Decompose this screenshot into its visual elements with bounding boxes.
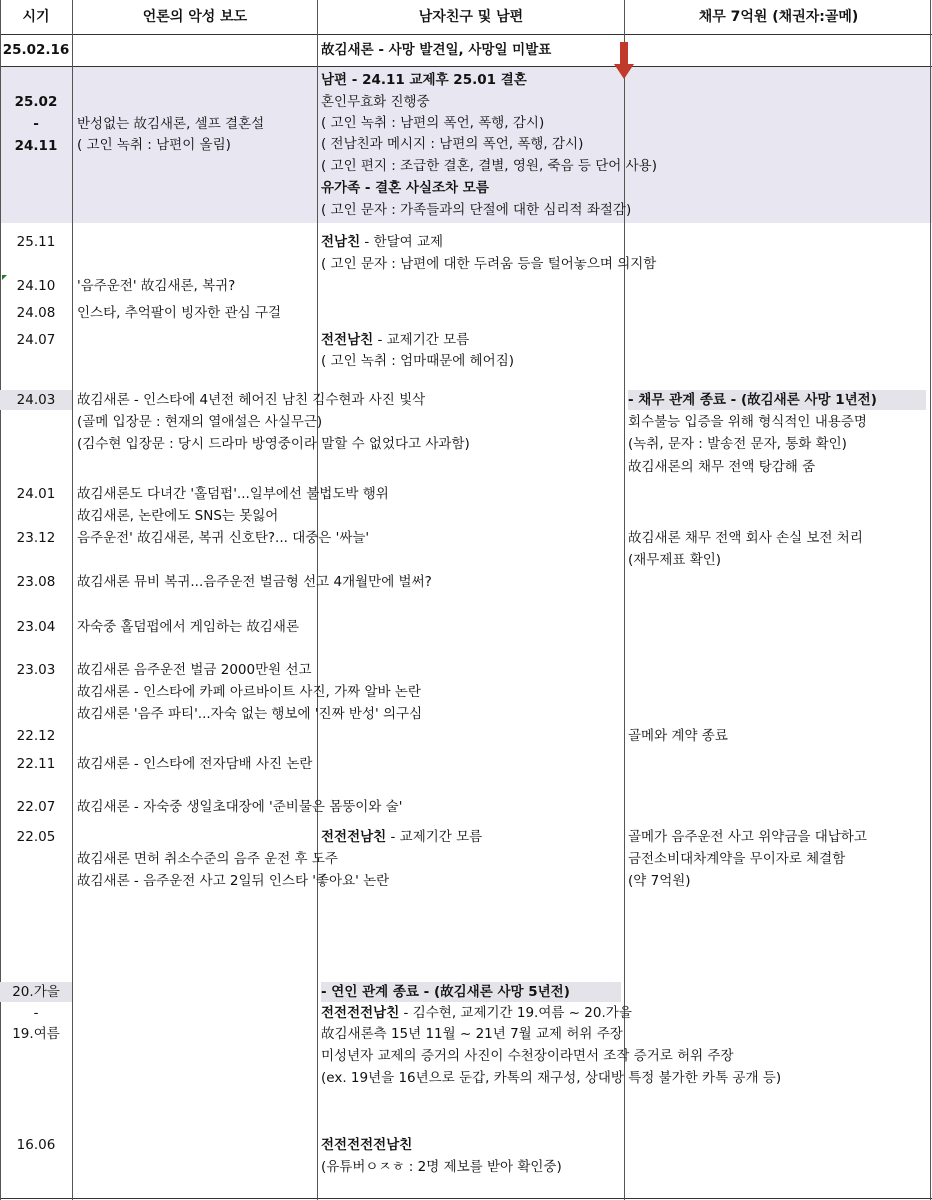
- row2-partner-line-4: ( 고인 편지 : 조급한 결혼, 결별, 영원, 죽음 등 단어 사용): [321, 158, 657, 174]
- row1-bottom-line: [0, 66, 932, 67]
- row14-media: 故김새론 - 인스타에 전자담배 사진 논란: [77, 756, 313, 772]
- row7-media-1: 故김새론 - 인스타에 4년전 헤어진 남친 김수현과 사진 빛삭: [77, 392, 426, 408]
- row10-date: 23.08: [16, 574, 56, 590]
- header-debt: 채무 7억원 (채권자:골메): [698, 9, 859, 25]
- row2-partner-line-2: ( 고인 녹취 : 남편의 폭언, 폭행, 감시): [321, 115, 545, 131]
- row17-date-top: 20.가을: [0, 982, 72, 1002]
- row7-date: 24.03: [0, 390, 72, 410]
- row13-debt: 골메와 계약 종료: [628, 728, 728, 744]
- row15-date: 22.07: [16, 799, 56, 815]
- header-partner: 남자친구 및 남편: [418, 9, 524, 25]
- row2-partner-title2: 유가족 - 결혼 사실조차 모름: [321, 180, 489, 196]
- row6-partner-name: 전전남친: [321, 332, 374, 348]
- row11-date: 23.04: [16, 619, 56, 635]
- row7-debt-3: 故김새론의 채무 전액 탕감해 줌: [628, 459, 816, 475]
- row7-debt-1: 회수불능 입증을 위해 형식적인 내용증명: [628, 414, 867, 430]
- row17-partner-rest: - 김수현, 교제기간 19.여름 ~ 20.가을: [399, 1005, 632, 1021]
- row11-media: 자숙중 홀덤펍에서 게임하는 故김새론: [77, 619, 299, 635]
- row2-partner-title: 남편 - 24.11 교제후 25.01 결혼: [321, 72, 527, 88]
- col-line-right: [930, 0, 931, 1200]
- row16-debt-1: 골메가 음주운전 사고 위약금을 대납하고: [628, 829, 867, 845]
- row17-partner-head: - 연인 관계 종료 - (故김새론 사망 5년전): [321, 982, 621, 1002]
- down-arrow-icon: [614, 42, 634, 84]
- row12-media-3: 故김새론 '음주 파티'...자숙 없는 행보에 '진짜 반성' 의구심: [77, 706, 423, 722]
- row3-partner-name: 전남친: [321, 234, 361, 250]
- row9-date: 23.12: [16, 530, 56, 546]
- row17-partner-name: 전전전전남친: [321, 1005, 400, 1021]
- row1-date: 25.02.16: [2, 42, 70, 58]
- row12-date: 23.03: [16, 662, 56, 678]
- row4-date: 24.10: [16, 278, 56, 294]
- row2-date-bottom: 24.11: [14, 138, 58, 154]
- row14-date: 22.11: [16, 756, 56, 772]
- row16-debt-3: (약 7억원): [628, 873, 691, 889]
- row12-media-2: 故김새론 - 인스타에 카페 아르바이트 사진, 가짜 알바 논란: [77, 684, 421, 700]
- row17-date-bottom: 19.여름: [12, 1026, 60, 1042]
- row6-date: 24.07: [16, 332, 56, 348]
- row17-date-mid: -: [33, 1005, 39, 1021]
- row8-date: 24.01: [16, 486, 56, 502]
- row2-media-2: ( 고인 녹취 : 남편이 올림): [77, 137, 231, 153]
- row17-partner-title: [321, 1003, 632, 1023]
- row18-partner-line: (유튜버ㅇㅈㅎ : 2명 제보를 받아 확인중): [321, 1159, 562, 1175]
- header-period: 시기: [22, 9, 50, 25]
- row4-media: '음주운전' 故김새론, 복귀?: [77, 278, 236, 294]
- row16-partner-rest: - 교제기간 모름: [386, 829, 483, 845]
- row13-date: 22.12: [16, 728, 56, 744]
- row18-partner-title: 전전전전전남친: [321, 1137, 413, 1153]
- row7-debt-title: - 채무 관계 종료 - (故김새론 사망 1년전): [628, 390, 926, 410]
- row16-media-1: 故김새론 면허 취소수준의 음주 운전 후 도주: [77, 851, 338, 867]
- row2-partner-last: ( 고인 문자 : 가족들과의 단절에 대한 심리적 좌절감): [321, 202, 632, 218]
- row1-partner: 故김새론 - 사망 발견일, 사망일 미발표: [321, 42, 552, 58]
- row17-partner-line-3: (ex. 19년을 16년으로 둔갑, 카톡의 재구성, 상대방 특정 불가한 카톡 공개 등): [321, 1070, 782, 1086]
- row8-media-2: 故김새론, 논란에도 SNS는 못잃어: [77, 508, 279, 524]
- row8-media-1: 故김새론도 다녀간 '홀덤펍'...일부에선 불법도박 행위: [77, 486, 389, 502]
- row5-date: 24.08: [16, 305, 56, 321]
- row16-partner-name: 전전전남친: [321, 829, 387, 845]
- row16-partner-title: [321, 827, 482, 847]
- row6-partner-rest: - 교제기간 모름: [373, 332, 470, 348]
- row7-debt-2: (녹취, 문자 : 발송전 문자, 통화 확인): [628, 436, 847, 452]
- row18-date: 16.06: [16, 1137, 56, 1153]
- row3-partner-title: [321, 232, 443, 252]
- row3-date: 25.11: [16, 234, 56, 250]
- row10-media: 故김새론 뮤비 복귀...음주운전 벌금형 선고 4개월만에 벌써?: [77, 574, 432, 590]
- row2-date-top: 25.02: [14, 94, 58, 110]
- row7-media-2: (골메 입장문 : 현재의 열애설은 사실무근): [77, 414, 323, 430]
- header-media: 언론의 악성 보도: [142, 9, 248, 25]
- row2-media-1: 반성없는 故김새론, 셀프 결혼설: [77, 116, 265, 132]
- row9-media: 음주운전' 故김새론, 복귀 신호탄?... 대중은 '싸늘': [77, 530, 370, 546]
- row9-debt-2: (재무제표 확인): [628, 552, 722, 568]
- row9-debt-1: 故김새론 채무 전액 회사 손실 보전 처리: [628, 530, 863, 546]
- col-line-1: [72, 0, 73, 1200]
- row3-partner-rest: - 한달여 교제: [360, 234, 444, 250]
- table-bottom-line: [0, 1198, 932, 1199]
- row16-debt-2: 금전소비대차계약을 무이자로 체결함: [628, 851, 846, 867]
- row2-partner-line-1: 혼인무효화 진행중: [321, 94, 430, 110]
- row15-media: 故김새론 - 자숙중 생일초대장에 '준비물은 몸뚱이와 술': [77, 799, 403, 815]
- row6-partner-line: ( 고인 녹취 : 엄마때문에 헤어짐): [321, 353, 515, 369]
- row2-partner-line-3: ( 전남친과 메시지 : 남편의 폭언, 폭행, 감시): [321, 136, 584, 152]
- row16-date: 22.05: [16, 829, 56, 845]
- row6-partner-title: [321, 330, 469, 350]
- header-bottom-line: [0, 34, 932, 35]
- col-line-2: [317, 0, 318, 1200]
- row17-partner-line-2: 미성년자 교제의 증거의 사진이 수천장이라면서 조작 증거로 허위 주장: [321, 1048, 734, 1064]
- row5-media: 인스타, 추억팔이 빙자한 관심 구걸: [77, 305, 282, 321]
- row7-media-3: (김수현 입장문 : 당시 드라마 방영중이라 말할 수 없었다고 사과함): [77, 436, 470, 452]
- row12-media-1: 故김새론 음주운전 벌금 2000만원 선고: [77, 662, 312, 678]
- row17-partner-line-1: 故김새론측 15년 11월 ~ 21년 7월 교제 허위 주장: [321, 1026, 623, 1042]
- row2-date-mid: -: [33, 116, 39, 132]
- row16-media-2: 故김새론 - 음주운전 사고 2일뒤 인스타 '좋아요' 논란: [77, 873, 390, 889]
- row3-partner-line: ( 고인 문자 : 남편에 대한 두려움 등을 털어놓으며 의지함: [321, 256, 657, 272]
